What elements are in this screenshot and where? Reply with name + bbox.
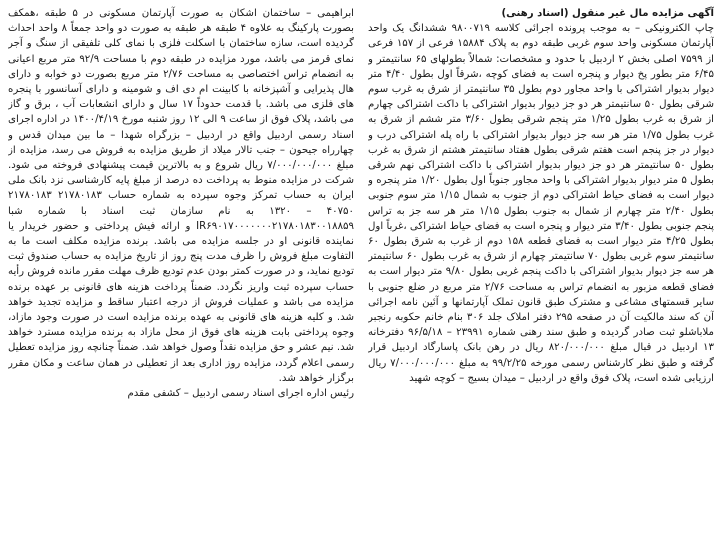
notice-signature: رئیس اداره اجرای اسناد رسمی اردبیل – کشفی مقدم (127, 388, 354, 400)
notice-left-column (8, 6, 354, 529)
notice-body-part1: چاپ الکترونیکی – به موجب پرونده اجرائی کلاسه ۹۸۰۰۷۱۹ ششدانگ یک واحد آپارتمان مسکونی واحد سوم غربی طبقه دوم به پلاک ۱۵۸۸۴ فرعی از ۱۵۷ فرعی از ۷۵۹۹ اصلی بخش ۲ اردبیل با حدود و مشخصات: شمالاً بطولهای ۶۵ سانتیمتر و ۶/۴۵ متر بطور پخ دیوار و پنجره است به فضای کوچه ،شرقاً اول بطول ۴/۴۰ متر دیوار بدیوار اشتراکی با واحد مجاور دوم بطول ۳۵ سانتیمتر از شرق به غرب سوم شرقی بطول ۵۰ سانتیمتر هر دو جز دیوار بدیوار اشتراکی با داکت اشتراکی چهارم از شرق به غرب بطول ۱/۲۵ متر پنجم شرقی بطول ۳/۶۰ متر ششم از شرق به غرب بطول ۱/۷۵ متر هر سه جز دیوار بدیوار اشتراکی با راه پله اشتراکی درب و دیوار در جز پنجم است هفتم شرقی بطول هفتاد سانتیمتر هشتم از شرق به غرب بطول ۵۰ سانتیمتر هر دو جز دیوار بدیوار اشتراکی با داکت اشتراکی نهم شرقی بطول ۵ متر دیوار بدیوار اشتراکی با واحد مجاور جنوباً اول بطول ۱/۲۰ متر پنجره و دیوار است به فضای حیاط اشتراکی دوم از جنوب به شمال ۱/۱۵ متر سوم جنوبی بطول ۲/۴۰ متر چهارم از شمال به جنوب بطول ۱/۱۵ متر هر سه جز به تراس پنجم جنوبی بطول ۳/۴۰ متر دیوار و پنجره است به فضای حیاط اشتراکی ،غرباً اول بطول ۴/۲۵ متر دیوار است به فضای قطعه ۱۵۸ دوم از غرب به شرق بطول ۶۰ سانتیمتر سوم غربی بطول ۷۰ سانتیمتر چهارم از شرق به غرب بطول ۶۰ سانتیمتر هر سه جز دیوار بدیوار اشتراکی با داکت پنجم غربی بطول ۹/۸۰ متر دیوار است به فضای قطعه مزبور به انضمام تراس به مساحت ۲/۷۶ متر مربع در ضلع جنوبی با سایر قسمتهای مشاعی و مشترک طبق قانون تملک آپارتمانها و آئین نامه اجرائی آن که سند مالکیت آن در صفحه ۲۹۵ دفتر املاک جلد ۳۰۶ بنام خانم حکوبه رنجبر ملاباشلو ثبت صادر گردیده و طبق سند رهنی شماره ۲۳۹۹۱ – ۹۶/۵/۱۸ دفترخانه ۱۳ اردبیل در قبال مبلغ ۸۲۰/۰۰۰/۰۰۰ ریال در رهن بانک پاسارگاد اردبیل قرار گرفته و طبق نظر کارشناس رسمی مورخه ۹۹/۲/۲۵ به مبلغ ۷/۰۰۰/۰۰۰/۰۰۰ ریال ارزیابی شده است، پلاک فوق واقع در اردبیل – میدان بسیج – کوچه شهید (368, 23, 714, 384)
notice-body-part2: ابراهیمی – ساختمان اشکان به صورت آپارتمان مسکونی در ۵ طبقه ،همکف بصورت پارکینگ به علاوه ۴ طبقه هر طبقه به صورت دو واحد جمعاً ۸ واحد احداث گردیده است، سازه ساختمان با اسکلت فلزی با نمای کلی تلفیقی از سنگ و آجر نمای قرمز می باشد، مورد مزایده در طبقه دوم با مساحت ۹۲/۹ متر مربع اعیانی به انضمام تراس اختصاصی به مساحت ۲/۷۶ متر مربع بصورت دو خوابه و دارای هال پذیرایی و آشپزخانه با کابینت ام دی اف و شومینه و دارای آسانسور با پنجره های فلزی می باشد. با قدمت حدوداً ۱۷ سال و دارای انشعابات آب ، برق و گاز می باشد، پلاک فوق از ساعت ۹ الی ۱۲ روز شنبه مورخ ۱۴۰۰/۴/۱۹ در اداره اجرای اسناد رسمی اردبیل واقع در اردبیل – بزرگراه شهدا – ما بین میدان قدس و چهارراه جیحون – جنب تالار میلاد از طریق مزایده به فروش می رسد، مزایده از مبلغ ۷/۰۰۰/۰۰۰/۰۰۰ ریال شروع و به بالاترین قیمت پیشنهادی فروخته می شود. شرکت در مزایده منوط به پرداخت ده درصد از مبلغ پایه کارشناسی نزد بانک ملی ایران به حساب تمرکز وجوه سپرده به شماره حساب ۲۱۷۸۰۱۸۳ ۲۱۷۸۰۱۸۳ ۴۰۷۵۰ – ۱۳۲۰ به نام سازمان ثبت اسناد با شماره شبا IR۶۹۰۱۷۰۰۰۰۰۰۰۲۱۷۸۰۱۸۳۰۰۱۸۸۵۹ و ارائه فیش پرداختی و حضور خریدار یا نماینده قانونی او در جلسه مزایده می باشد. برنده مزایده مکلف است ما به التفاوت مبلغ فروش را ظرف مدت پنج روز از تاریخ مزایده به حساب صندوق ثبت تودیع نماید، و در صورت کمتر بودن عدم تودیع ظرف مهلت مقرر مانده فروش رأیه حساب سپرده ثبت واریز نگردد. ضمناً پرداخت هزینه های قانونی بر عهده برنده مزایده می باشد و عملیات فروش از درجه اعتبار ساقط و مزایده تجدید خواهد شد. و کلیه هزینه های قانونی به عهده برنده مزایده است در صورت وجود مازاد، وجوه پرداختی بابت هزینه های فوق از محل مازاد به برنده مزایده مسترد خواهد شد. نیم عشر و حق مزایده نقداً وصول خواهد شد. ضمناً چنانچه روز مزایده تعطیل رسمی اعلام گردد، مزایده روز اداری بعد از تعطیلی در همان ساعت و مکان مقرر برگزار خواهد شد. (8, 8, 354, 384)
notice-right-column (368, 6, 714, 529)
notice-title: آگهی مزایده مال غیر منقول (اسناد رهنی) (501, 8, 714, 19)
